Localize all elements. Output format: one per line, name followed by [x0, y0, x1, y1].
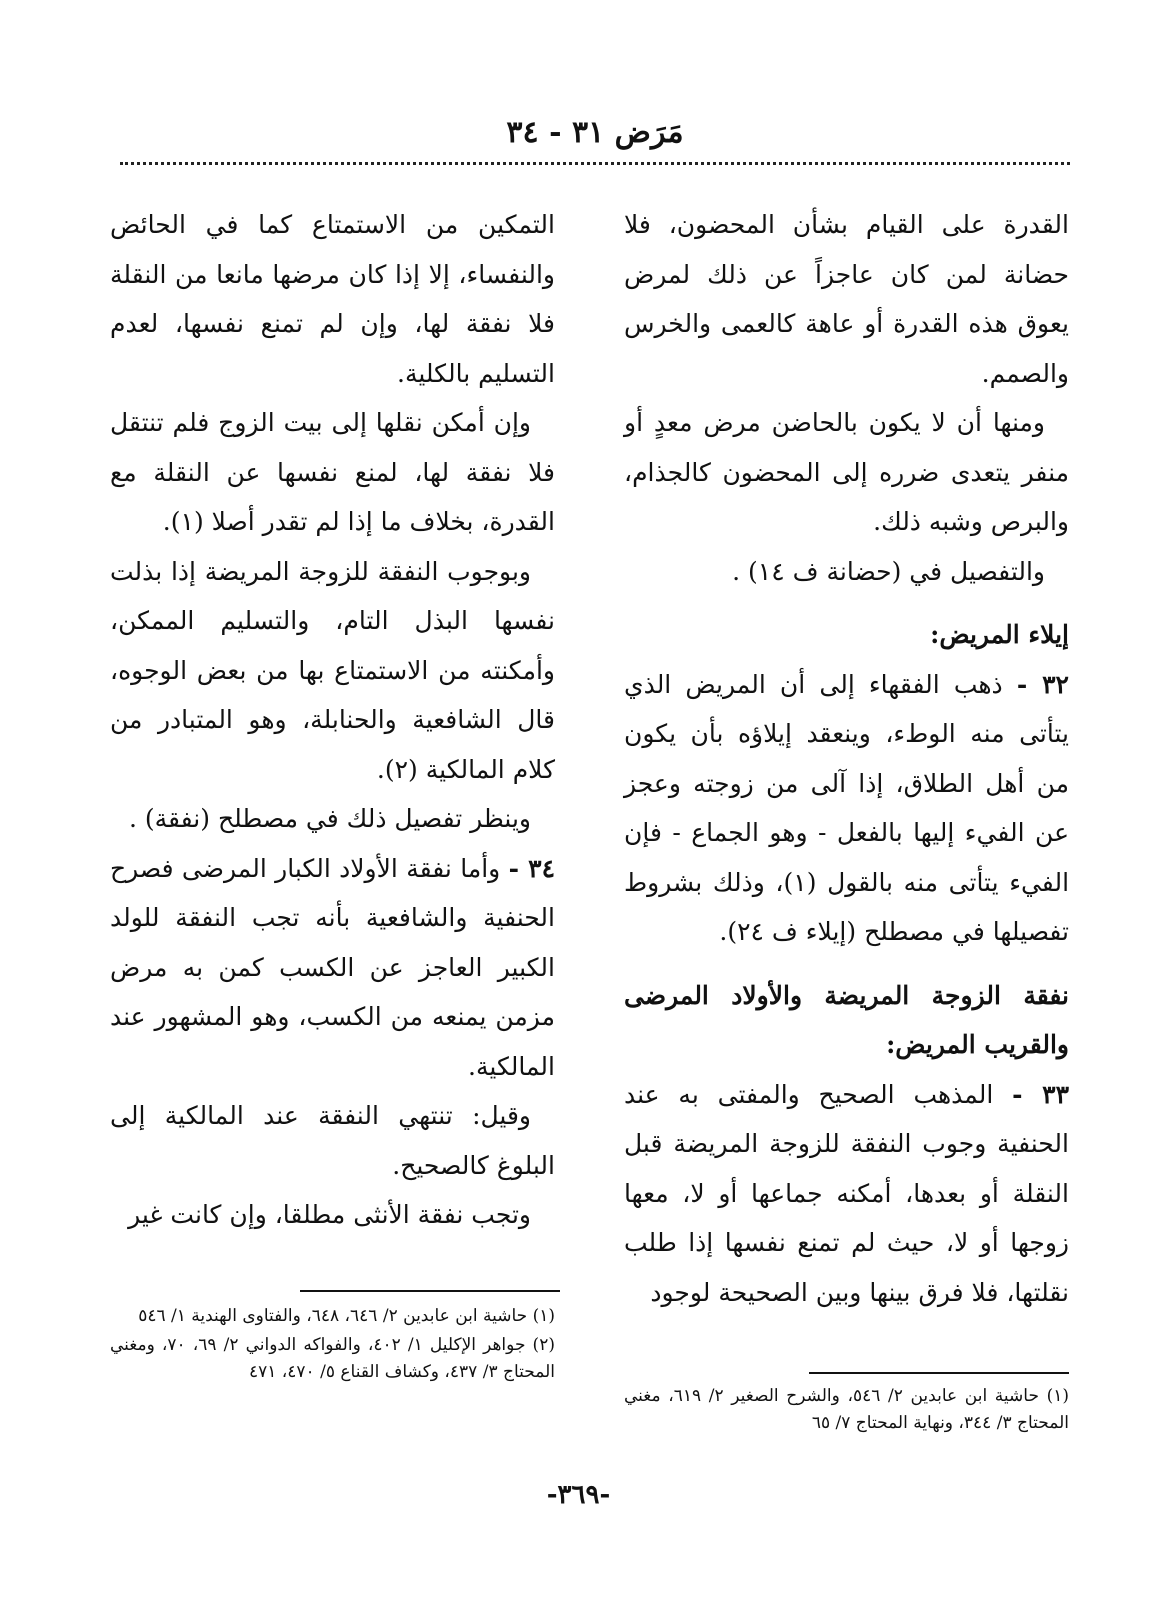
- numbered-paragraph: [110, 844, 555, 1092]
- footnote: (٢) جواهر الإكليل ١/ ٤٠٢، والفواكه الدواني ٢/ ٦٩، ٧٠، ومغني المحتاج ٣/ ٤٣٧، وكشاف القناع ٥/ ٤٧٠، ٤٧١: [110, 1335, 555, 1382]
- footnote-rule: [300, 1290, 560, 1292]
- paragraph: وتجب نفقة الأنثى مطلقا، وإن كانت غير: [128, 1200, 531, 1229]
- paragraph-number: ٣٣ -: [1012, 1079, 1069, 1109]
- footnotes-right: [624, 1383, 1069, 1439]
- left-column: [110, 200, 555, 1240]
- paragraph-text: وأما نفقة الأولاد الكبار المرضى فصرح الحنفية والشافعية بأنه تجب النفقة للولد الكبير العاجز عن الكسب كمن به مرض مزمن يمنعه من الكسب، وهو المشهور عند المالكية.: [110, 853, 555, 1081]
- paragraph-number: ٣٢ -: [1016, 669, 1069, 699]
- paragraph-text: المذهب الصحيح والمفتى به عند الحنفية وجوب النفقة للزوجة المريضة قبل النقلة أو بعدها، أمكنه جماعها أو لا، معها زوجها أو لا، حيث لم تمنع نفسها إذا طلب نقلتها، فلا فرق بينها وبين الصحيحة لوجود: [624, 1079, 1069, 1307]
- spacer: [624, 957, 1069, 971]
- paragraph: والتفصيل في (حضانة ف ١٤) .: [732, 556, 1045, 586]
- paragraph: وبوجوب النفقة للزوجة المريضة إذا بذلت نفسها البذل التام، والتسليم الممكن، وأمكنته من الاستمتاع بها من بعض الوجوه، قال الشافعية والحنابلة، وهو المتبادر من كلام المالكية (٢).: [110, 556, 555, 784]
- footnote: (١) حاشية ابن عابدين ٢/ ٦٤٦، ٦٤٨، والفتاوى الهندية ١/ ٥٤٦: [138, 1306, 555, 1326]
- section-heading: نفقة الزوجة المريضة والأولاد المرضى والقريب المريض:: [624, 980, 1069, 1059]
- paragraph-text: ذهب الفقهاء إلى أن المريض الذي يتأتى منه الوطء، وينعقد إيلاؤه بأن يكون من أهل الطلاق، إذا آلى من زوجته وعجز عن الفيء إليها بالفعل - وهو الجماع - فإن الفيء يتأتى منه بالقول (١)، وذلك بشروط تفصيلها في مصطلح (إيلاء ف ٢٤).: [624, 669, 1070, 946]
- footnote-rule: [809, 1372, 1069, 1374]
- footnote: (١) حاشية ابن عابدين ٢/ ٥٤٦، والشرح الصغير ٢/ ٦١٩، مغني المحتاج ٣/ ٣٤٤، ونهاية المحتاج ٧/ ٦٥: [624, 1386, 1069, 1433]
- paragraph: وينظر تفصيل ذلك في مصطلح (نفقة) .: [128, 804, 531, 833]
- numbered-paragraph: [624, 660, 1069, 957]
- footnotes-left: [110, 1303, 555, 1388]
- paragraph: وإن أمكن نقلها إلى بيت الزوج فلم تنتقل فلا نفقة لها، لمنع نفسها عن النقلة مع القدرة، بخلاف ما إذا لم تقدر أصلا (١).: [110, 408, 555, 536]
- page-number: -٣٦٩-: [546, 1480, 611, 1510]
- paragraph: ومنها أن لا يكون بالحاضن مرض معدٍ أو منفر يتعدى ضرره إلى المحضون كالجذام، والبرص وشبه ذلك.: [624, 408, 1069, 536]
- right-column: [624, 200, 1069, 1317]
- numbered-paragraph: [624, 1070, 1069, 1318]
- running-head: مَرَض ٣١ - ٣٤: [506, 115, 684, 150]
- paragraph-number: ٣٤ -: [508, 853, 555, 883]
- paragraph: القدرة على القيام بشأن المحضون، فلا حضانة لمن كان عاجزاً عن ذلك لمرض يعوق هذه القدرة أو عاهة كالعمى والخرس والصمم.: [624, 210, 1069, 388]
- section-heading: إيلاء المريض:: [930, 620, 1069, 649]
- paragraph: التمكين من الاستمتاع كما في الحائض والنفساء، إلا إذا كان مرضها مانعا من النقلة فلا نفقة لها، وإن لم تمنع نفسها، لعدم التسليم بالكلية.: [110, 210, 555, 388]
- spacer: [624, 596, 1069, 610]
- header-dotted-rule: [120, 162, 1070, 165]
- paragraph: وقيل: تنتهي النفقة عند المالكية إلى البلوغ كالصحيح.: [110, 1101, 555, 1180]
